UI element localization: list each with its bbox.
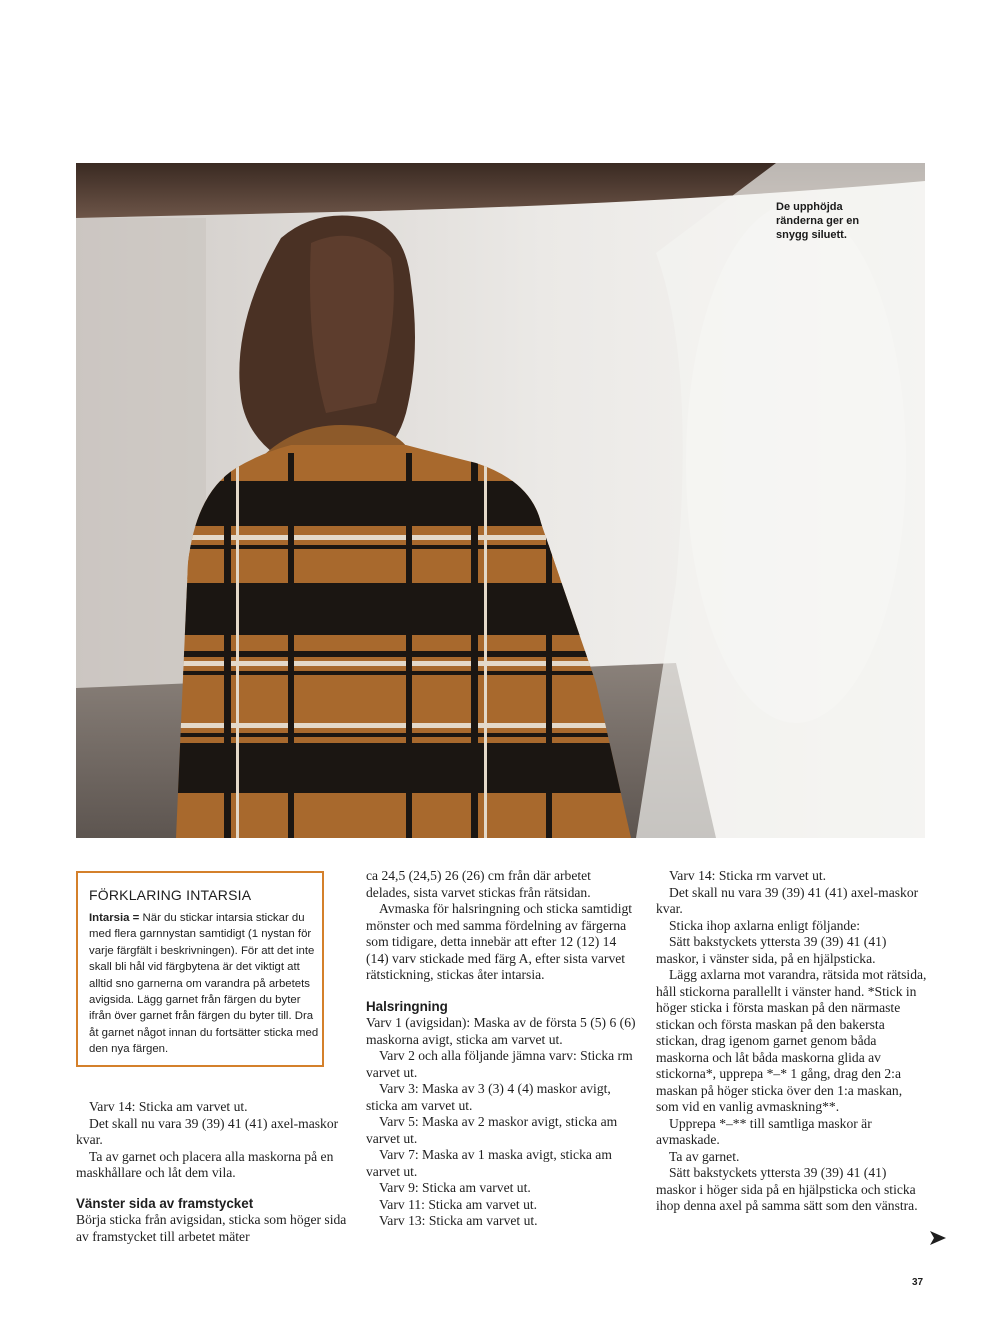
sweater-photo: [76, 163, 925, 838]
instruction-row: Upprepa *–** till samtliga maskor är avmaskade.: [656, 1115, 872, 1147]
continue-arrow-icon: [930, 1231, 946, 1245]
paragraph: Ta av garnet och placera alla maskorna på en maskhållare och låt dem vila.: [76, 1148, 334, 1180]
instruction-row: Sätt bakstyckets yttersta 39 (39) 41 (41) maskor, i vänster sida, på en hjälpsticka.: [656, 934, 887, 966]
instruction-row: Sticka ihop axlarna enligt följande:: [669, 917, 861, 933]
instruction-row: Varv 2 och alla följande jämna varv: Sticka rm varvet ut.: [366, 1048, 633, 1080]
knitted-sweater-illustration: [76, 163, 925, 838]
instruction-row: Lägg axlarna mot varandra, rätsida mot rätsida, håll stickorna parallellt i vänster hand. *Stick in höger sticka i första maskan på den närmaste stickan och första maskan på den bakersta stickan, drag igenom garnet genom båda maskorna och låt båda maskorna glida av stickorna*, upprepa *–* 1 gång, drag den 2:a maskan på höger sticka över den 1:a maskan, som vid en vanlig avmaskning**.: [656, 967, 927, 1114]
column-middle: [366, 868, 638, 1230]
paragraph: Varv 14: Sticka am varvet ut.: [89, 1099, 248, 1114]
instruction-row: Varv 13: Sticka am varvet ut.: [379, 1213, 538, 1228]
paragraph: Börja sticka från avigsidan, sticka som höger sida av framstycket till arbetet mäter: [76, 1212, 347, 1244]
info-box-term: Intarsia =: [89, 912, 140, 924]
instruction-row: Varv 7: Maska av 1 maska avigt, sticka am varvet ut.: [366, 1147, 612, 1179]
section-heading: Vänster sida av framstycket: [76, 1195, 254, 1211]
instruction-row: Varv 3: Maska av 3 (3) 4 (4) maskor avigt, sticka am varvet ut.: [366, 1081, 611, 1113]
intarsia-info-box: [76, 871, 324, 1067]
instruction-row: Varv 9: Sticka am varvet ut.: [379, 1180, 531, 1195]
photo-caption: De upphöjda ränderna ger en snygg siluett.: [776, 201, 860, 241]
instruction-row: Sätt bakstyckets yttersta 39 (39) 41 (41) maskor i höger sida på en hjälpsticka och sticka ihop denna axel på samma sätt som den vänstra.: [656, 1165, 918, 1213]
info-box-title: FÖRKLARING INTARSIA: [89, 887, 252, 903]
instruction-row: Varv 1 (avigsidan): Maska av de första 5 (5) 6 (6) maskorna avigt, sticka am varvet ut.: [366, 1015, 636, 1047]
info-box-text: [89, 910, 321, 1058]
instruction-row: Varv 14: Sticka rm varvet ut.: [669, 868, 827, 883]
paragraph: Det skall nu vara 39 (39) 41 (41) axel-maskor kvar.: [76, 1115, 339, 1147]
paragraph: Avmaska för halsringning och sticka samtidigt mönster och med samma fördelning av färgerna som tidigare, detta innebär att efter 12 (12) 14 (14) varv stickade med färg A, efter sista varvet rätstickning, stickas åter intarsia.: [366, 901, 633, 982]
instruction-row: Ta av garnet.: [669, 1148, 740, 1164]
instruction-row: Det skall nu vara 39 (39) 41 (41) axel-maskor kvar.: [656, 884, 919, 916]
instruction-row: Varv 5: Maska av 2 maskor avigt, sticka am varvet ut.: [366, 1114, 618, 1146]
info-box-body: När du stickar intarsia stickar du med flera garnnystan samtidigt (1 nystan för varje färgfält i beskrivningen). För att det inte skall bli hål vid färgbytena är det viktigt att alltid sno garnerna om varandra på arbetets avigsida. Lägg garnet från färgen du byter ifrån över garnet från färgen du byter till. Dra åt garnet något innan du fortsätter sticka med den nya färgen.: [89, 912, 319, 1056]
column-right: [656, 868, 928, 1215]
page-number: 37: [912, 1277, 924, 1288]
paragraph: ca 24,5 (24,5) 26 (26) cm från där arbetet delades, sista varvet stickas från rätsidan.: [366, 868, 591, 900]
section-heading: Halsringning: [366, 998, 448, 1014]
column-left: [76, 1099, 348, 1245]
instruction-row: Varv 11: Sticka am varvet ut.: [379, 1196, 538, 1212]
